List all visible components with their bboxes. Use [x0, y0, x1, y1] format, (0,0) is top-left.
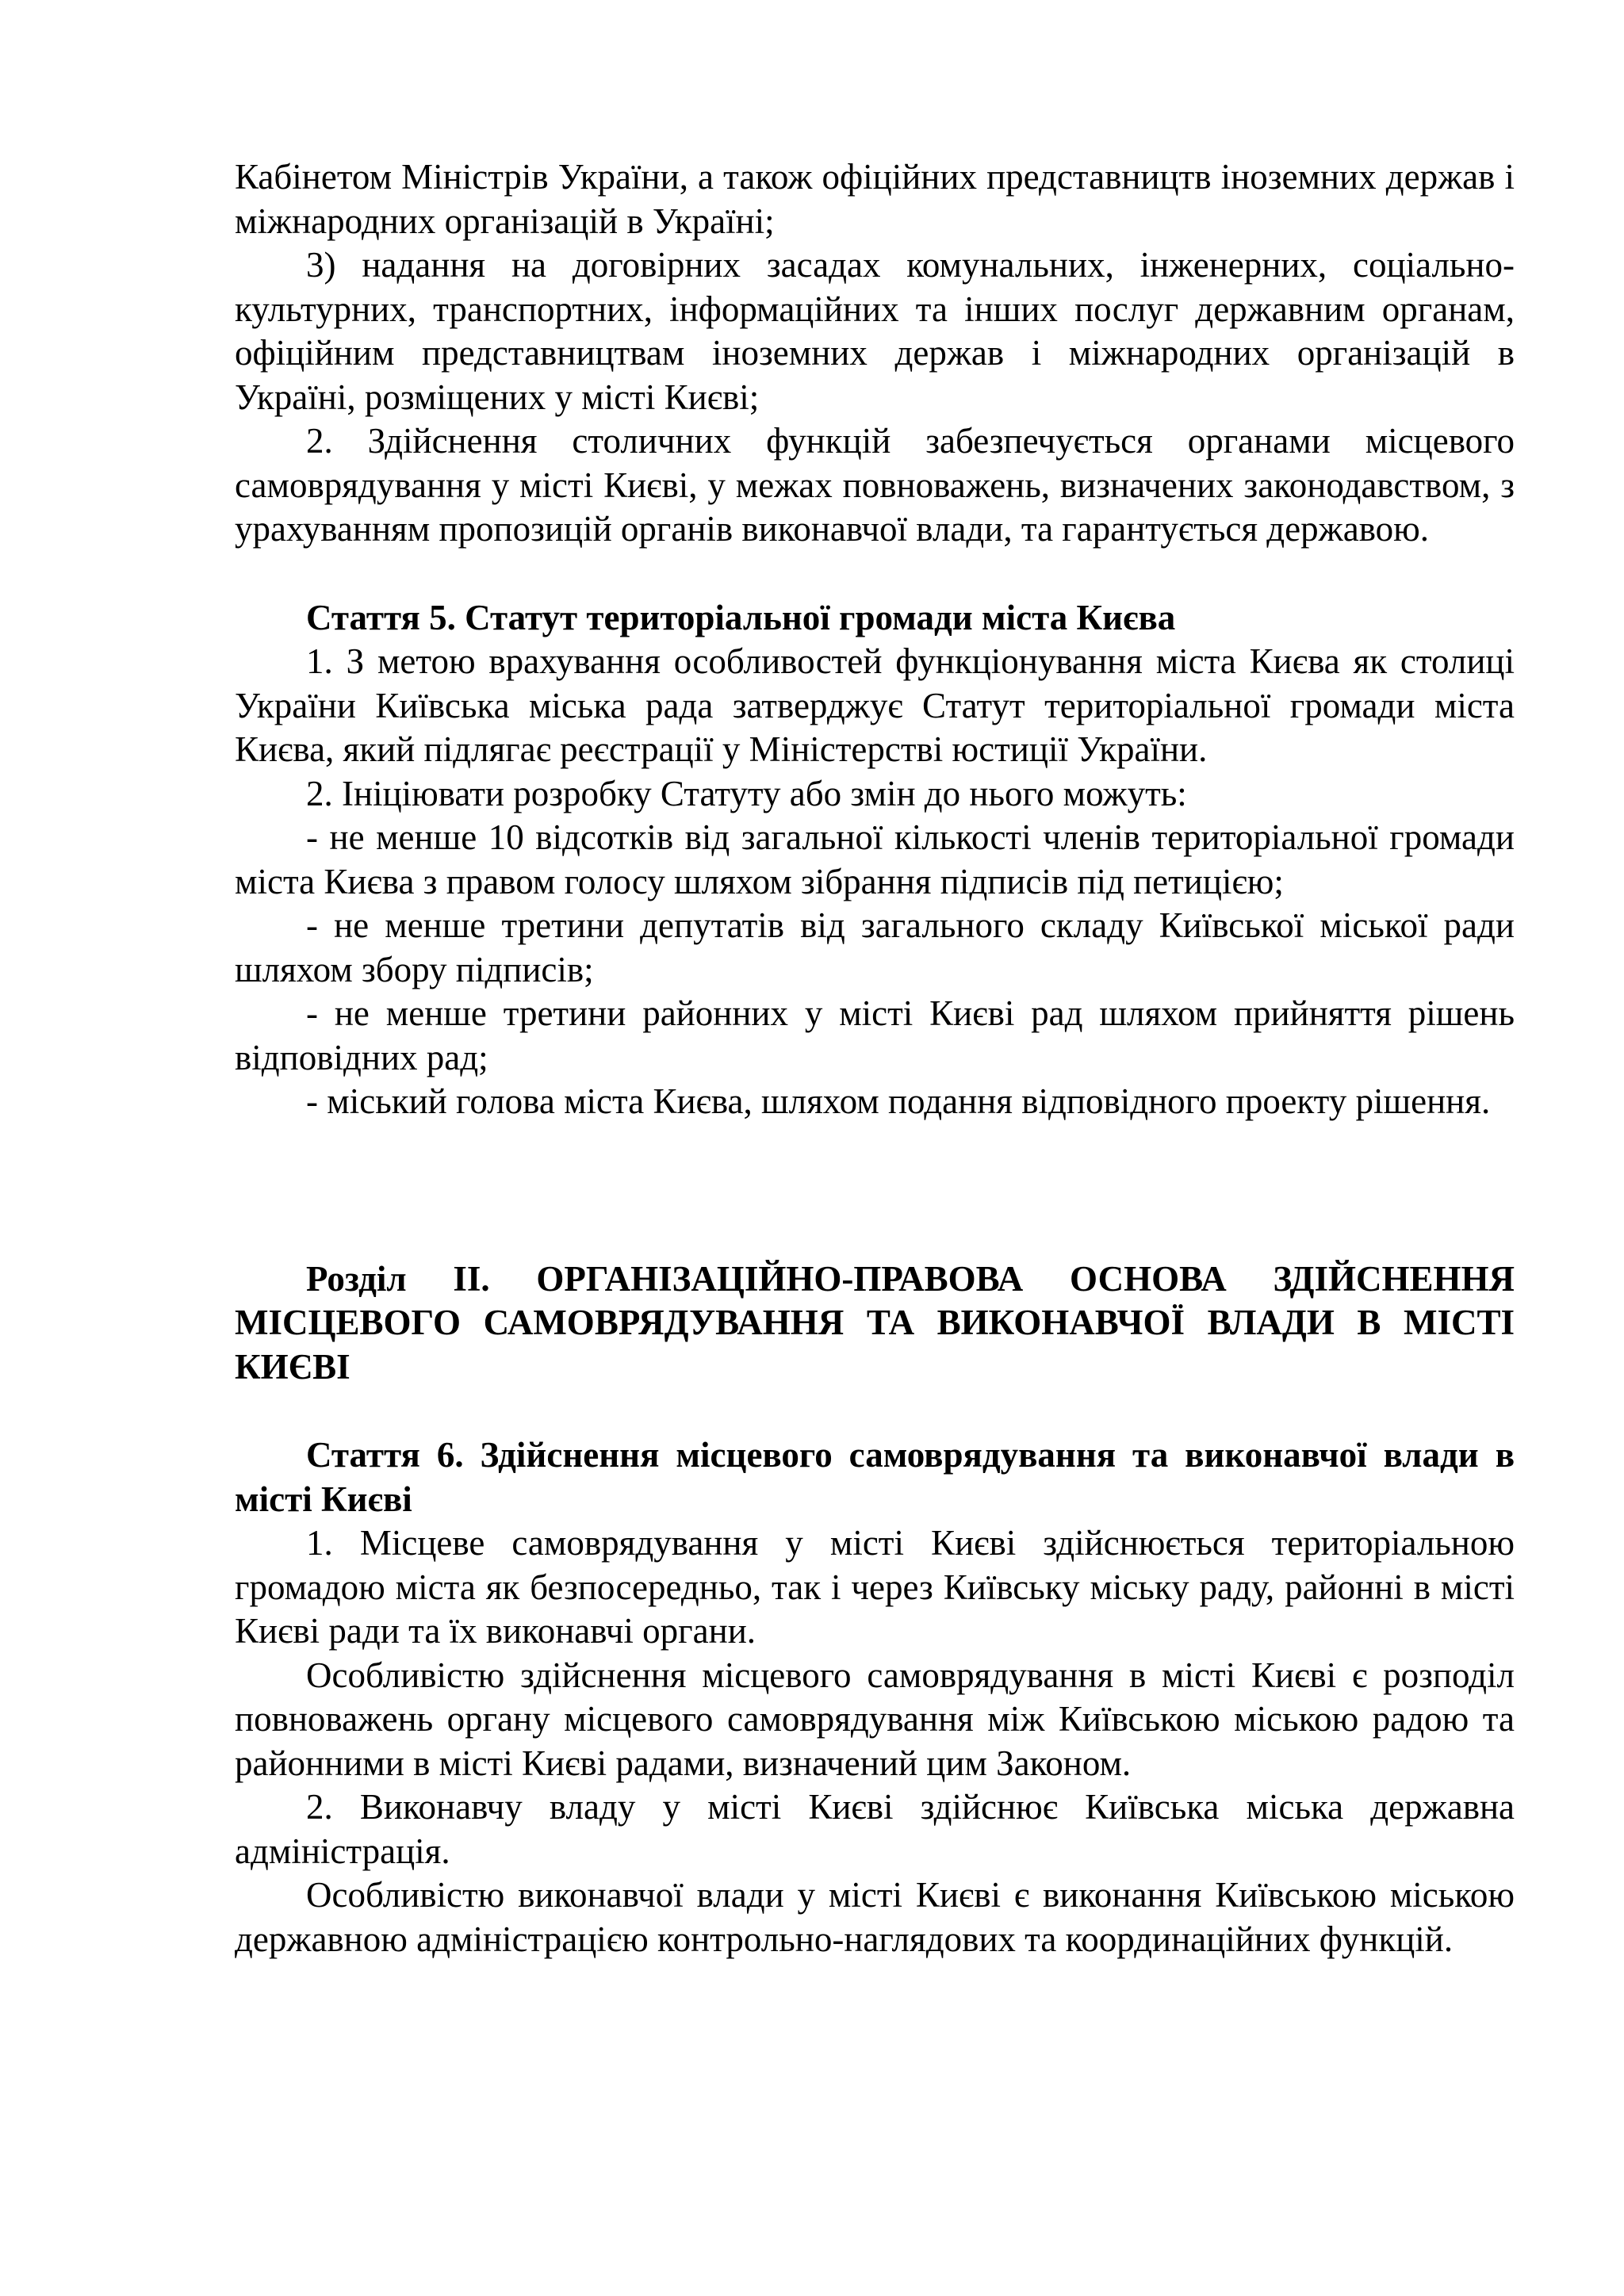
paragraph-item-3: 3) надання на договірних засадах комунальних, інженерних, соціально-культурних, транспортних, інформаційних та інших послуг державним органам, офіційним представництвам іноземних держав і міжнародних організацій в Україні, розміщених у місті Києві; — [235, 245, 1515, 417]
paragraph-capital-functions: 2. Здійснення столичних функцій забезпечується органами місцевого самоврядування у місті Києві, у межах повноважень, визначених законодавством, з урахуванням пропозицій органів виконавчої влади, та гарантується державою. — [235, 421, 1515, 549]
article-5-paragraph-2: 2. Ініціювати розробку Статуту або змін до нього можуть: — [306, 773, 1187, 813]
article-6-heading: Стаття 6. Здійснення місцевого самоврядування та виконавчої влади в місті Києві — [235, 1435, 1515, 1519]
article-5-list-item-4: - міський голова міста Києва, шляхом подання відповідного проекту рішення. — [306, 1081, 1491, 1121]
article-6-paragraph-3: 2. Виконавчу владу у місті Києві здійснює Київська міська державна адміністрація. — [235, 1787, 1515, 1871]
article-5-paragraph-1: 1. З метою врахування особливостей функціонування міста Києва як столиці України Київська міська рада затверджує Статут територіальної громади міста Києва, який підлягає реєстрації у Міністерстві юстиції України. — [235, 641, 1515, 769]
article-5-list-item-2: - не менше третини депутатів від загального складу Київської міської ради шляхом збору підписів; — [235, 905, 1515, 989]
article-6-paragraph-1: 1. Місцеве самоврядування у місті Києві здійснюється територіальною громадою міста як безпосередньо, так і через Київську міську раду, районні в місті Києві ради та їх виконавчі органи. — [235, 1523, 1515, 1651]
article-5-list-item-3: - не менше третини районних у місті Києві рад шляхом прийняття рішень відповідних рад; — [235, 993, 1515, 1077]
article-6-paragraph-4: Особливістю виконавчої влади у місті Києві є виконання Київською міською державною адміністрацією контрольно-наглядових та координаційних функцій. — [235, 1875, 1515, 1959]
document-page — [235, 155, 1515, 1961]
paragraph-continuation: Кабінетом Міністрів України, а також офіційних представництв іноземних держав і міжнародних організацій в Україні; — [235, 157, 1515, 241]
article-5-heading: Стаття 5. Статут територіальної громади міста Києва — [306, 597, 1176, 637]
article-5-list-item-1: - не менше 10 відсотків від загальної кількості членів територіальної громади міста Києва з правом голосу шляхом зібрання підписів під петицією; — [235, 817, 1515, 901]
article-6-paragraph-2: Особливістю здійснення місцевого самоврядування в місті Києві є розподіл повноважень органу місцевого самоврядування між Київською міською радою та районними в місті Києві радами, визначений цим Законом. — [235, 1655, 1515, 1783]
section-2-heading: Розділ ІІ. ОРГАНІЗАЦІЙНО-ПРАВОВА ОСНОВА ЗДІЙСНЕННЯ МІСЦЕВОГО САМОВРЯДУВАННЯ ТА ВИКОНАВЧОЇ ВЛАДИ В МІСТІ КИЄВІ — [235, 1258, 1515, 1387]
